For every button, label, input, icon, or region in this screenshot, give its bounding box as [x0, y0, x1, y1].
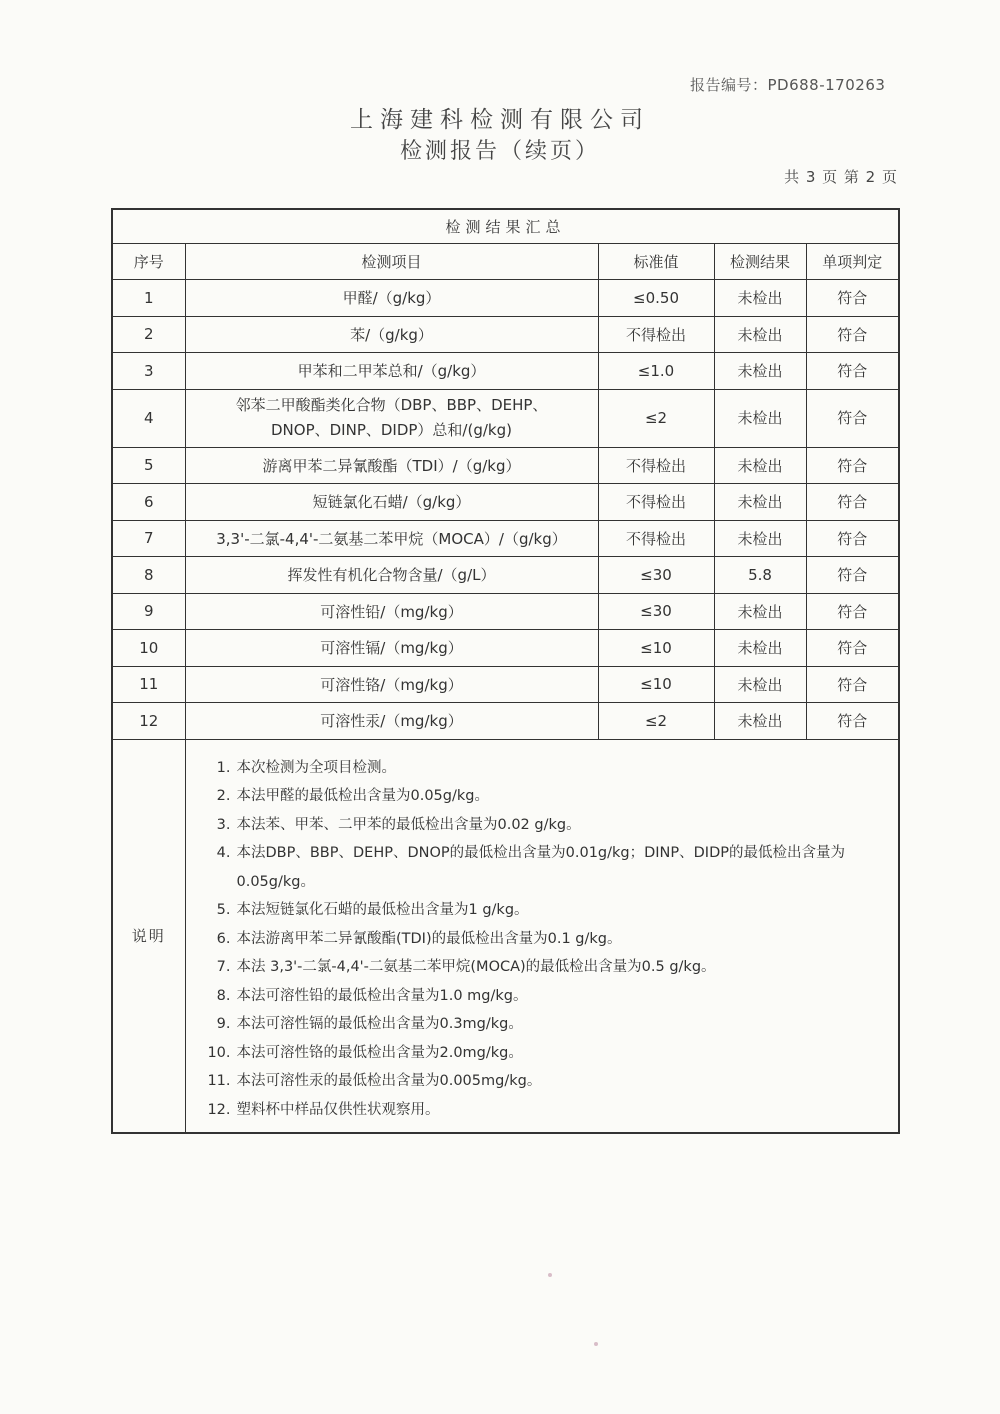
- note-number: 11.: [207, 1073, 231, 1089]
- table-row: [112, 666, 899, 703]
- company-name: 上海建科检测有限公司: [350, 107, 650, 133]
- row-no: 10: [112, 630, 185, 667]
- row-result: 未检出: [714, 520, 806, 557]
- header-row: [112, 244, 899, 280]
- row-item: 3,3'-二氯-4,4'-二氨基二苯甲烷（MOCA）/（g/kg）: [185, 520, 598, 557]
- table-row: [112, 353, 899, 390]
- note-number: 8.: [216, 987, 231, 1004]
- note-item: [204, 896, 893, 925]
- note-number: 7.: [216, 959, 231, 975]
- note-text: 本法可溶性汞的最低检出含量为0.005mg/kg。: [236, 1073, 542, 1089]
- note-item: [204, 754, 893, 783]
- table-row: [112, 389, 899, 447]
- note-item: [204, 1096, 893, 1125]
- note-text: 本法甲醛的最低检出含量为0.05g/kg。: [236, 788, 489, 804]
- row-no: 8: [112, 557, 185, 594]
- row-standard: ≤2: [598, 389, 714, 447]
- row-judgement: 符合: [806, 630, 899, 667]
- row-standard: 不得检出: [598, 484, 714, 521]
- note-item: [204, 839, 893, 896]
- note-item: [204, 1039, 893, 1068]
- row-result: 未检出: [714, 447, 806, 484]
- row-result: 未检出: [714, 280, 806, 317]
- row-standard: 不得检出: [598, 447, 714, 484]
- row-item: 可溶性汞/（mg/kg）: [185, 703, 598, 740]
- row-result: 未检出: [714, 703, 806, 740]
- note-number: 12.: [207, 1101, 231, 1118]
- row-no: 12: [112, 703, 185, 740]
- row-item: 游离甲苯二异氰酸酯（TDI）/（g/kg）: [185, 447, 598, 484]
- note-text: 本法游离甲苯二异氰酸酯(TDI)的最低检出含量为0.1 g/kg。: [236, 930, 622, 947]
- note-number: 6.: [216, 930, 231, 947]
- row-judgement: 符合: [806, 593, 899, 630]
- row-no: 2: [112, 316, 185, 353]
- note-text: 本法可溶性铬的最低检出含量为2.0mg/kg。: [236, 1044, 523, 1061]
- note-item: [204, 811, 893, 840]
- note-number: 3.: [216, 816, 231, 833]
- row-item: [185, 389, 598, 447]
- row-judgement: 符合: [806, 666, 899, 703]
- row-standard: 不得检出: [598, 520, 714, 557]
- row-judgement: 符合: [806, 484, 899, 521]
- row-standard: ≤30: [598, 557, 714, 594]
- row-result: 未检出: [714, 316, 806, 353]
- row-item: 甲苯和二甲苯总和/（g/kg）: [185, 353, 598, 390]
- column-header-item: 检测项目: [185, 244, 598, 280]
- note-item: [204, 1067, 893, 1096]
- note-number: 2.: [216, 788, 231, 804]
- table-row: [112, 593, 899, 630]
- table-row: [112, 520, 899, 557]
- row-result: 未检出: [714, 353, 806, 390]
- note-item: [204, 1010, 893, 1039]
- row-item: 挥发性有机化合物含量/（g/L）: [185, 557, 598, 594]
- note-text: 本法可溶性铅的最低检出含量为1.0 mg/kg。: [236, 987, 528, 1004]
- row-standard: ≤2: [598, 703, 714, 740]
- note-number: 5.: [216, 902, 231, 918]
- row-judgement: 符合: [806, 447, 899, 484]
- row-standard: ≤0.50: [598, 280, 714, 317]
- table-row: [112, 703, 899, 740]
- row-no: 11: [112, 666, 185, 703]
- column-header-result: 检测结果: [714, 244, 806, 280]
- row-judgement: 符合: [806, 353, 899, 390]
- note-item: [204, 953, 893, 982]
- notes-label: 说明: [112, 739, 185, 1133]
- summary-title: 检测结果汇总: [112, 209, 899, 244]
- column-header-no: 序号: [112, 244, 185, 280]
- note-item: [204, 925, 893, 954]
- row-no: 9: [112, 593, 185, 630]
- row-no: 7: [112, 520, 185, 557]
- table-row: [112, 316, 899, 353]
- note-text: 本法可溶性镉的最低检出含量为0.3mg/kg。: [236, 1016, 523, 1032]
- results-table: [111, 208, 900, 1134]
- row-result: 未检出: [714, 630, 806, 667]
- row-judgement: 符合: [806, 703, 899, 740]
- note-text: 本法 3,3'-二氯-4,4'-二氨基二苯甲烷(MOCA)的最低检出含量为0.5 g/kg。: [236, 959, 716, 975]
- row-standard: ≤10: [598, 630, 714, 667]
- row-no: 5: [112, 447, 185, 484]
- summary-title-row: [112, 209, 899, 244]
- note-text: 塑料杯中样品仅供性状观察用。: [236, 1101, 440, 1118]
- table-row: [112, 557, 899, 594]
- row-item-line: DNOP、DINP、DIDP）总和/(g/kg): [271, 421, 512, 439]
- row-result: 未检出: [714, 666, 806, 703]
- notes-row: [112, 739, 899, 1133]
- row-result: 未检出: [714, 593, 806, 630]
- row-result: 5.8: [714, 557, 806, 594]
- note-number: 4.: [216, 845, 231, 861]
- row-item: 苯/（g/kg）: [185, 316, 598, 353]
- notes-cell: [185, 739, 899, 1133]
- table-row: [112, 484, 899, 521]
- row-judgement: 符合: [806, 389, 899, 447]
- row-result: 未检出: [714, 389, 806, 447]
- column-header-standard: 标准值: [598, 244, 714, 280]
- note-number: 10.: [207, 1044, 231, 1061]
- note-text: 本法DBP、BBP、DEHP、DNOP的最低检出含量为0.01g/kg；DINP、DIDP的最低检出含量为0.05g/kg。: [236, 845, 845, 890]
- scan-speck: [594, 1342, 598, 1346]
- notes-list: [204, 754, 893, 1125]
- row-item: 短链氯化石蜡/（g/kg）: [185, 484, 598, 521]
- table-row: [112, 630, 899, 667]
- row-judgement: 符合: [806, 557, 899, 594]
- note-number: 1.: [216, 759, 231, 776]
- note-item: [204, 982, 893, 1011]
- note-item: [204, 782, 893, 811]
- note-text: 本法短链氯化石蜡的最低检出含量为1 g/kg。: [236, 902, 529, 918]
- note-text: 本法苯、甲苯、二甲苯的最低检出含量为0.02 g/kg。: [236, 816, 581, 833]
- row-standard: ≤1.0: [598, 353, 714, 390]
- row-standard: ≤10: [598, 666, 714, 703]
- row-no: 6: [112, 484, 185, 521]
- note-number: 9.: [216, 1016, 231, 1032]
- row-item: 可溶性铬/（mg/kg）: [185, 666, 598, 703]
- scan-speck: [548, 1273, 552, 1277]
- row-judgement: 符合: [806, 280, 899, 317]
- column-header-judgement: 单项判定: [806, 244, 899, 280]
- row-no: 3: [112, 353, 185, 390]
- row-item: 可溶性铅/（mg/kg）: [185, 593, 598, 630]
- report-number: 报告编号：PD688-170263: [690, 76, 886, 94]
- note-text: 本次检测为全项目检测。: [236, 759, 396, 776]
- table-row: [112, 447, 899, 484]
- table-row: [112, 280, 899, 317]
- page-indicator: 共 3 页 第 2 页: [784, 168, 898, 186]
- row-judgement: 符合: [806, 520, 899, 557]
- row-judgement: 符合: [806, 316, 899, 353]
- row-no: 4: [112, 389, 185, 447]
- row-item: 甲醛/（g/kg）: [185, 280, 598, 317]
- row-item: 可溶性镉/（mg/kg）: [185, 630, 598, 667]
- row-result: 未检出: [714, 484, 806, 521]
- row-item-line: 邻苯二甲酸酯类化合物（DBP、BBP、DEHP、: [235, 396, 548, 414]
- row-no: 1: [112, 280, 185, 317]
- row-standard: ≤30: [598, 593, 714, 630]
- document-title: 检测报告（续页）: [399, 139, 600, 164]
- row-standard: 不得检出: [598, 316, 714, 353]
